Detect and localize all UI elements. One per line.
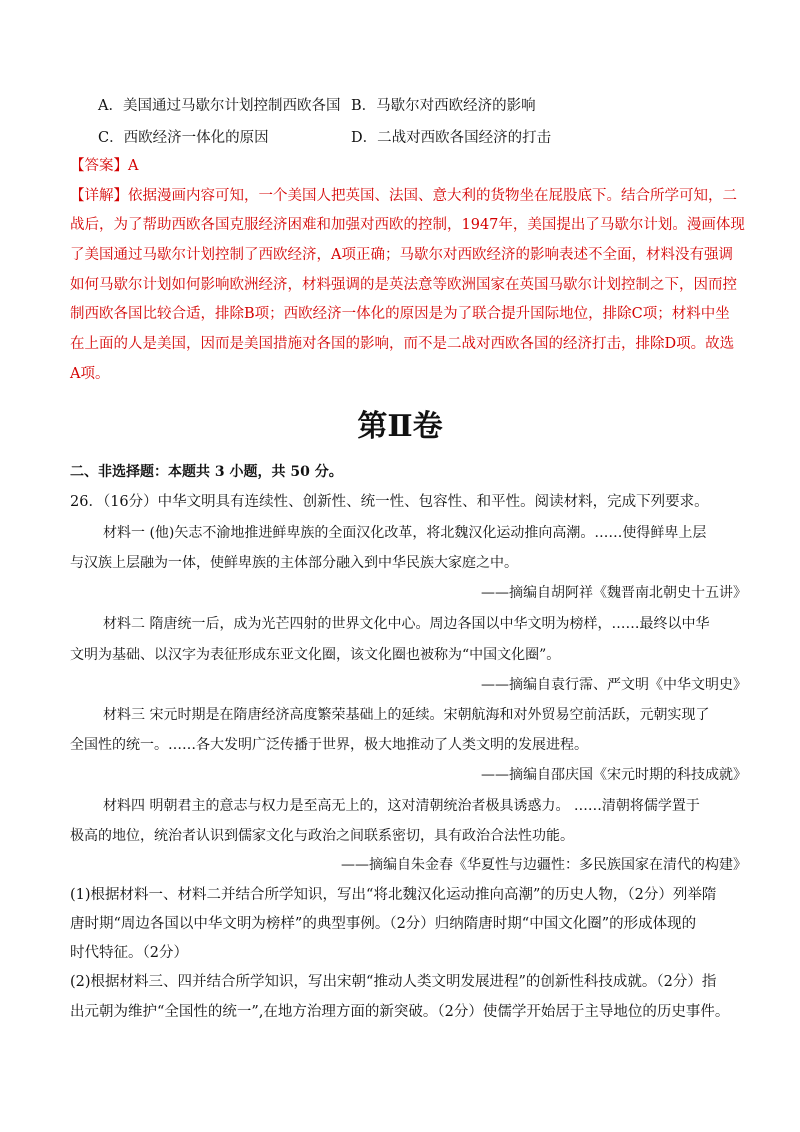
sub-question-2-line: 出元朝为维护“全国性的统一”,在地方治理方面的新突破。（2分）使儒学开始居于主导地位的历史事件。 xyxy=(70,1004,730,1020)
material-2-line: 文明为基础、以汉字为表征形成东亚文化圈，该文化圈也被称为“中国文化圈”。 xyxy=(70,647,561,663)
explanation-line xyxy=(70,186,737,206)
material-3-line: 材料三 宋元时期是在隋唐经济高度繁荣基础上的延续。宋朝航海和对外贸易空前活跃，元朝实现了 xyxy=(103,707,710,723)
material-2-line: 材料二 隋唐统一后，成为光芒四射的世界文化中心。周边各国以中华文明为榜样，……最终以中华 xyxy=(103,616,710,632)
material-2-source: ——摘编自袁行霈、严文明《中华文明史》 xyxy=(481,677,747,693)
material-3-line: 全国性的统一。……各大发明广泛传播于世界，极大地推动了人类文明的发展进程。 xyxy=(70,737,588,753)
explanation-line: 战后，为了帮助西欧各国克服经济困难和加强对西欧的控制，1947年，美国提出了马歇尔计划。漫画体现 xyxy=(70,217,745,233)
answer-value: A xyxy=(128,158,139,174)
explanation-line: 了美国通过马歇尔计划控制了西欧经济，A项正确；马歇尔对西欧经济的影响表述不全面，材料没有强调 xyxy=(70,247,733,263)
option-b: B．马歇尔对西欧经济的影响 xyxy=(351,98,536,114)
option-d: D．二战对西欧各国经济的打击 xyxy=(351,130,552,146)
sub-question-1-line: (1)根据材料一、材料二并结合所学知识，写出“将北魏汉化运动推向高潮”的历史人物，（2分）列举隋 xyxy=(70,887,717,903)
material-4-line: 极高的地位，统治者认识到儒家文化与政治之间联系密切，具有政治合法性功能。 xyxy=(70,828,574,844)
explanation-line: 如何马歇尔计划如何影响欧洲经济，材料强调的是英法意等欧洲国家在英国马歇尔计划控制之下，因而控 xyxy=(70,277,737,293)
material-1-line: 与汉族上层融为一体，使鲜卑族的主体部分融入到中华民族大家庭之中。 xyxy=(70,555,518,571)
sub-question-2-line: (2)根据材料三、四并结合所学知识，写出宋朝“推动人类文明发展进程”的创新性科技成就。（2分）指 xyxy=(70,974,717,990)
section-title: 第Ⅱ卷 xyxy=(357,409,443,444)
answer-label: 【答案】 xyxy=(70,158,128,174)
explanation-text: 依据漫画内容可知，一个美国人把英国、法国、意大利的货物坐在屁股底下。结合所学可知，二 xyxy=(128,188,737,204)
material-4-line: 材料四 明朝君主的意志与权力是至高无上的，这对清朝统治者极具诱惑力。 ……清朝将儒学置于 xyxy=(103,798,700,814)
option-a: A．美国通过马歇尔计划控制西欧各国 xyxy=(98,98,341,114)
explanation-label: 【详解】 xyxy=(70,188,128,204)
sub-question-1-line: 时代特征。（2分） xyxy=(70,945,188,961)
question-stem: 26．（16分）中华文明具有连续性、创新性、统一性、包容性、和平性。阅读材料，完成下列要求。 xyxy=(70,494,709,510)
explanation-line: 制西欧各国比较合适，排除B项；西欧经济一体化的原因是为了联合提升国际地位，排除C项；材料中坐 xyxy=(70,306,730,322)
section-header: 二、非选择题：本题共 3 小题，共 50 分。 xyxy=(70,464,343,480)
option-c: C．西欧经济一体化的原因 xyxy=(98,130,269,146)
sub-question-1-line: 唐时期“周边各国以中华文明为榜样”的典型事例。（2分）归纳隋唐时期“中国文化圈”的形成体现的 xyxy=(70,916,697,932)
material-3-source: ——摘编自邵庆国《宋元时期的科技成就》 xyxy=(481,767,747,783)
answer-line xyxy=(70,156,138,176)
material-4-source: ——摘编自朱金春《华夏性与边疆性：多民族国家在清代的构建》 xyxy=(341,857,747,873)
explanation-line: 在上面的人是美国，因而是美国措施对各国的影响，而不是二战对西欧各国的经济打击，排除D项。故选 xyxy=(70,336,735,352)
material-1-line: 材料一 (他)矢志不渝地推进鲜卑族的全面汉化改革，将北魏汉化运动推向高潮。……使得鲜卑上层 xyxy=(103,525,707,541)
explanation-line: A项。 xyxy=(70,366,110,382)
material-1-source: ——摘编自胡阿祥《魏晋南北朝史十五讲》 xyxy=(481,585,747,601)
